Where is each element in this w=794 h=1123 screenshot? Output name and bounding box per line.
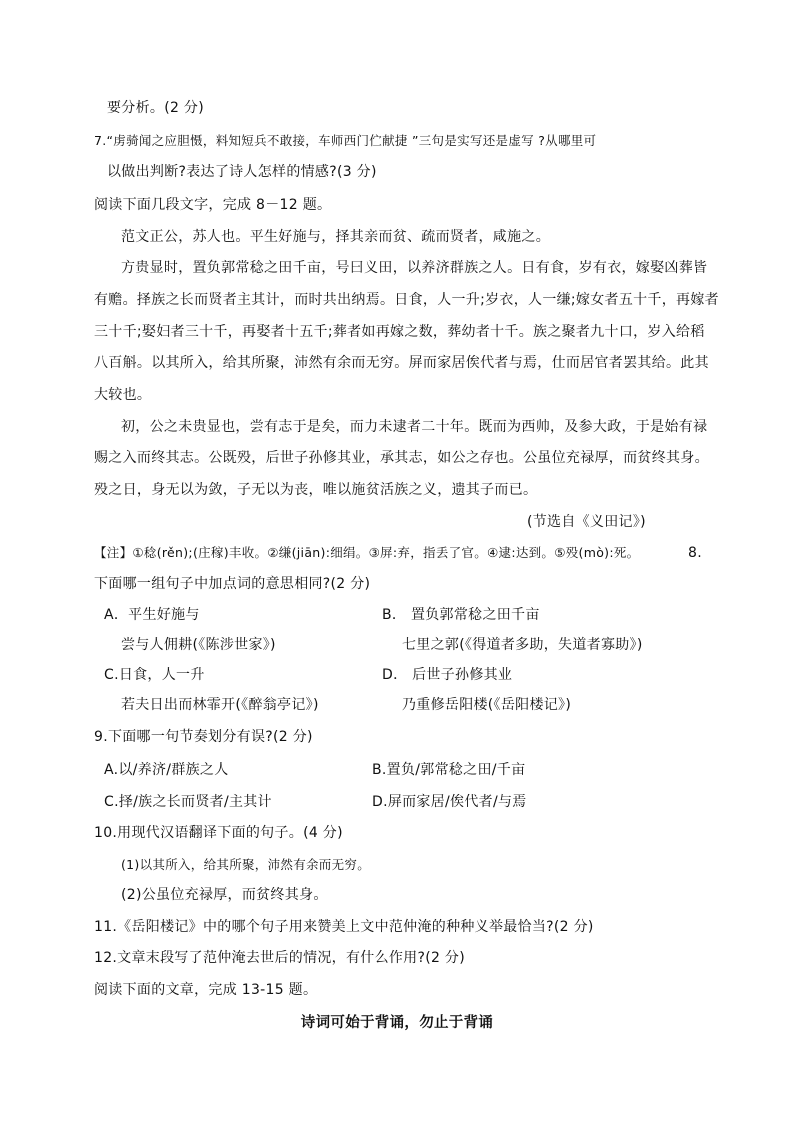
question-9: 9.下面哪一句节奏划分有误?(2 分) — [94, 729, 313, 745]
passage-line: 初，公之未贵显也，尝有志于是矣，而力未逮者二十年。既而为西帅，及参大政，于是始有禄 — [121, 419, 708, 435]
article-title: 诗词可始于背诵，勿止于背诵 — [300, 1015, 494, 1031]
option-d-ref: 乃重修岳阳楼(《岳阳楼记》) — [402, 697, 572, 713]
option-d: D.屏而家居/俟代者/与焉 — [372, 794, 527, 810]
question-8: 下面哪一组句子中加点词的意思相同?(2 分) — [94, 576, 371, 592]
reading-instruction: 阅读下面几段文字，完成 8－12 题。 — [94, 197, 332, 213]
passage-line: 有赡。择族之长而贤者主其计，而时共出纳焉。日食，人一升;岁衣，人一缣;嫁女者五十千，再嫁者 — [94, 292, 719, 308]
text-line: 以做出判断?表达了诗人怎样的情感?(3 分) — [107, 164, 377, 180]
question-11: 11.《岳阳楼记》中的哪个句子用来赞美上文中范仲淹的种种义举最恰当?(2 分) — [94, 919, 594, 935]
source-citation: (节选自《义田记》) — [527, 514, 646, 530]
option-c-ref: 若夫日出而林霏开(《醉翁亭记》) — [121, 697, 319, 713]
option-a: A．平生好施与 — [104, 607, 200, 623]
passage-line: 三十千;娶妇者三十千，再娶者十五千;葬者如再嫁之数，葬幼者十千。族之聚者九十口，岁入给稻 — [94, 324, 705, 340]
passage-line: 范文正公，苏人也。平生好施与，择其亲而贫、疏而贤者，咸施之。 — [121, 229, 550, 245]
passage-line: 殁之日，身无以为敛，子无以为丧，唯以施贫活族之义，遗其子而已。 — [94, 482, 538, 498]
question-10: 10.用现代汉语翻译下面的句子。(4 分) — [94, 825, 343, 841]
passage-line: 方贵显时，置负郭常稔之田千亩，号曰义田，以养济群族之人。日有食，岁有衣，嫁娶凶葬皆 — [121, 260, 708, 276]
option-b: B.置负/郭常稔之田/千亩 — [372, 762, 526, 778]
passage-line: 八百斛。以其所入，给其所聚，沛然有余而无穷。屏而家居俟代者与焉，仕而居官者罢其给。此其 — [94, 355, 709, 371]
option-b: B． 置负郭常稔之田千亩 — [382, 607, 540, 623]
option-a-ref: 尝与人佣耕(《陈涉世家》) — [121, 637, 276, 653]
passage-line: 大较也。 — [94, 387, 152, 403]
translate-item-1: (1)以其所入，给其所聚，沛然有余而无穷。 — [121, 857, 371, 872]
option-a: A.以/养济/群族之人 — [104, 762, 229, 778]
option-c: C.日食，人一升 — [104, 667, 205, 683]
option-b-ref: 七里之郭(《得道者多助，失道者寡助》) — [402, 637, 643, 653]
option-c: C.择/族之长而贤者/主其计 — [104, 794, 272, 810]
question-7: 7.“虏骑闻之应胆慑，料知短兵不敢接，车师西门伫献捷 ”三句是实写还是虚写 ?从哪里可 — [94, 133, 597, 148]
question-12: 12.文章末段写了范仲淹去世后的情况，有什么作用?(2 分) — [94, 950, 465, 966]
text-line: 要分析。(2 分) — [107, 100, 204, 116]
annotation-note: 【注】①稔(rěn);(庄稼)丰收。②缣(jiān):细绢。③屏:弃，指丢了官。④逮:达到。⑤殁(mò):死。 — [94, 545, 640, 560]
translate-item-2: (2)公虽位充禄厚，而贫终其身。 — [121, 887, 328, 903]
option-d: D． 后世子孙修其业 — [382, 667, 513, 683]
question-8-number: 8. — [688, 545, 702, 561]
reading-instruction: 阅读下面的文章，完成 13-15 题。 — [94, 982, 318, 998]
passage-line: 赐之入而终其志。公既殁，后世子孙修其业，承其志，如公之存也。公虽位充禄厚，而贫终其身。 — [94, 450, 709, 466]
